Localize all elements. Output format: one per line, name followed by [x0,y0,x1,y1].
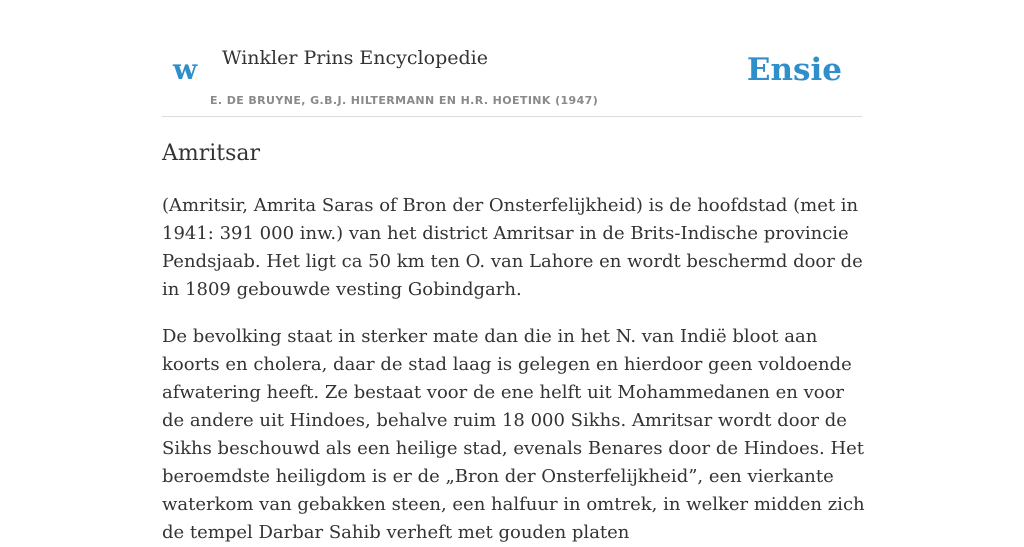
article-content [162,138,866,547]
publisher-logo[interactable]: w [173,53,198,86]
article-paragraph: De bevolking staat in sterker mate dan die in het N. van Indië bloot aan koorts en cholera, daar de stad laag is gelegen en hierdoor geen voldoende afwatering heeft. Ze bestaat voor de ene helft uit Mohammedanen en voor de andere uit Hindoes, behalve ruim 18 000 Sikhs. Amritsar wordt door de Sikhs beschouwd als een heilige stad, evenals Benares door de Hindoes. Het beroemdste heiligdom is er de „Bron der Onsterfelijkheid”, een vierkante waterkom van gebakken steen, een halfuur in omtrek, in welker midden zich de tempel Darbar Sahib verheft met gouden platen [162,326,865,543]
article-paragraph: (Amritsir, Amrita Saras of Bron der Onsterfelijkheid) is de hoofdstad (met in 1941: 391 000 inw.) van het district Amritsar in de Brits-Indische provincie Pendsjaab. Het ligt ca 50 km ten O. van Lahore en wordt beschermd door de in 1809 gebouwde vesting Gobindgarh. [162,195,863,300]
brand-logo[interactable]: Ensie [746,52,842,88]
book-title[interactable]: Winkler Prins Encyclopedie [222,47,488,69]
book-header [162,0,862,117]
book-authors: E. DE BRUYNE, G.B.J. HILTERMANN EN H.R. HOETINK (1947) [210,94,599,107]
article-title: Amritsar [162,141,261,166]
